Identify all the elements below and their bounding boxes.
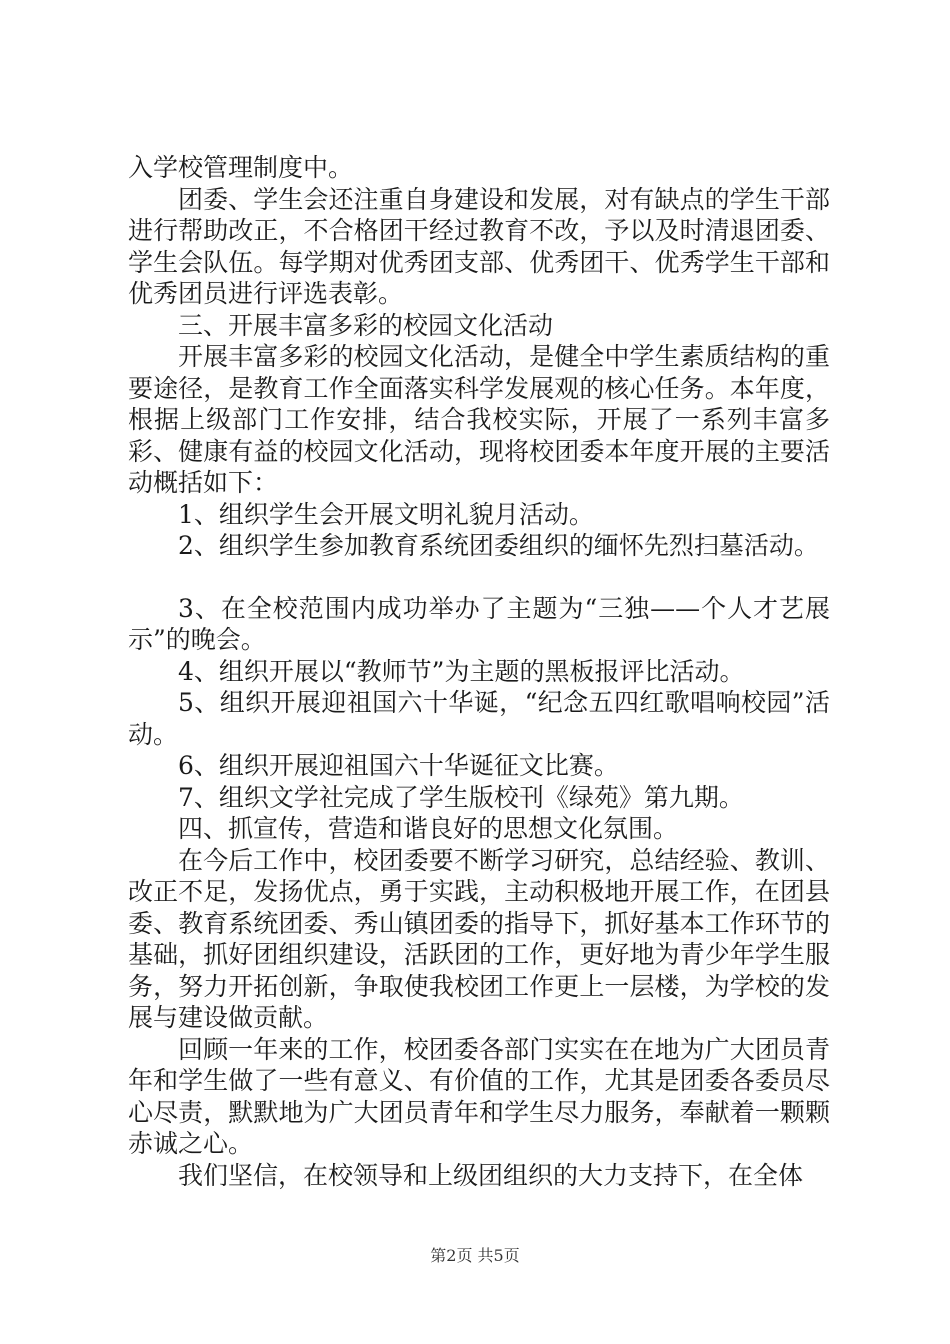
section-heading-4: 四、抓宣传，营造和谐良好的思想文化氛围。	[178, 814, 679, 843]
list-item-4: 4、组织开展以“教师节”为主题的黑板报评比活动。	[178, 656, 745, 686]
paragraph-campus-culture: 开展丰富多彩的校园文化活动，是健全中学生素质结构的重要途径，是教育工作全面落实科学发展观的核心任务。本年度，根据上级部门工作安排，结合我校实际，开展了一系列丰富多彩、健康有益的校园文化活动，现将校团委本年度开展的主要活动概括如下：	[128, 342, 830, 497]
list-item-6: 6、组织开展迎祖国六十华诞征文比赛。	[178, 751, 619, 780]
list-item-5: 5、组织开展迎祖国六十华诞，“纪念五四红歌唱响校园”活动。	[128, 688, 830, 749]
list-item-3: 3、在全校范围内成功举办了主题为“三独——个人才艺展示”的晚会。	[128, 593, 830, 654]
page-number: 第2页 共5页	[430, 1246, 520, 1265]
list-item-7: 7、组织文学社完成了学生版校刊《绿苑》第九期。	[178, 782, 744, 812]
list-item-2: 2、组织学生参加教育系统团委组织的缅怀先烈扫墓活动。	[178, 531, 819, 560]
paragraph-belief: 我们坚信，在校领导和上级团组织的大力支持下，在全体	[178, 1160, 804, 1190]
paragraph-continuation: 入学校管理制度中。	[128, 153, 354, 182]
list-item-1: 1、组织学生会开展文明礼貌月活动。	[178, 499, 594, 529]
section-heading-3: 三、开展丰富多彩的校园文化活动	[178, 310, 554, 340]
paragraph-future-work: 在今后工作中，校团委要不断学习研究，总结经验、教训、改正不足，发扬优点，勇于实践，主动积极地开展工作，在团县委、教育系统团委、秀山镇团委的指导下，抓好基本工作环节的基础，抓好团组织建设，活跃团的工作，更好地为青少年学生服务，努力开拓创新，争取使我校团工作更上一层楼，为学校的发展与建设做贡献。	[128, 845, 830, 1032]
paragraph-review: 回顾一年来的工作，校团委各部门实实在在地为广大团员青年和学生做了一些有意义、有价值的工作，尤其是团委各委员尽心尽责，默默地为广大团员青年和学生尽力服务，奉献着一颗颗赤诚之心。	[128, 1034, 830, 1158]
paragraph-self-building: 团委、学生会还注重自身建设和发展，对有缺点的学生干部进行帮助改正，不合格团干经过教育不改，予以及时清退团委、学生会队伍。每学期对优秀团支部、优秀团干、优秀学生干部和优秀团员进行评选表彰。	[128, 184, 830, 308]
document-body	[128, 152, 830, 1191]
